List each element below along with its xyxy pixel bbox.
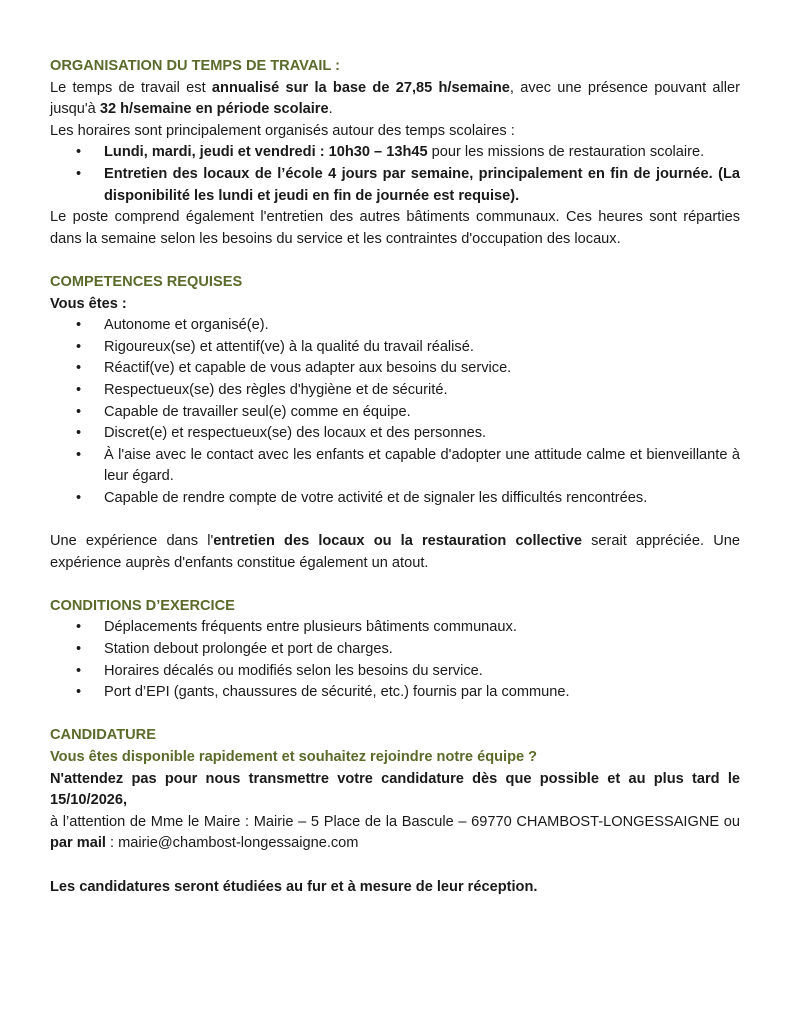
candidature-address: [50, 812, 740, 855]
bullet-icon: •: [76, 684, 82, 701]
bullet-icon: •: [76, 662, 82, 679]
bold-span: N'attendez pas pour nous transmettre votre candidature dès que possible et au plus tard le 15/10/2026,: [50, 770, 740, 809]
list-item-text: Autonome et organisé(e).: [104, 317, 269, 334]
list-item: [50, 661, 740, 683]
bullet-icon: •: [76, 489, 82, 506]
bold-span: Entretien des locaux de l’école 4 jours par semaine, principalement en fin de journée. (La disponibilité les lundi et jeudi en fin de journée est requise).: [104, 165, 740, 204]
bullet-icon: •: [76, 317, 82, 334]
bullet-icon: •: [76, 338, 82, 355]
section-heading-organisation: ORGANISATION DU TEMPS DE TRAVAIL :: [50, 58, 340, 74]
list-item-text: Horaires décalés ou modifiés selon les besoins du service.: [104, 662, 483, 679]
bullet-icon: •: [76, 144, 82, 161]
list-item: [50, 445, 740, 488]
list-item: [50, 380, 740, 402]
text-span: Une expérience dans l': [50, 533, 214, 550]
bold-span: Lundi, mardi, jeudi et vendredi : 10h30 – 13h45: [104, 144, 428, 161]
conditions-list: [50, 617, 740, 703]
list-item: [50, 142, 740, 164]
section-heading-conditions: CONDITIONS D’EXERCICE: [50, 597, 235, 614]
spacer: [50, 250, 740, 272]
text-span: .: [328, 101, 333, 118]
bullet-icon: •: [76, 446, 82, 463]
spacer: [50, 855, 740, 877]
bullet-icon: •: [76, 165, 82, 182]
list-item-text: Capable de rendre compte de votre activité et de signaler les difficultés rencontrées.: [104, 489, 648, 506]
email-text: : mairie@chambost-longessaigne.com: [105, 835, 359, 852]
list-item-text: Capable de travailler seul(e) comme en équipe.: [104, 403, 411, 420]
bullet-icon: •: [76, 403, 82, 420]
list-item: [50, 164, 740, 207]
candidature-final: [50, 877, 740, 899]
paragraph-other-buildings: Le poste comprend également l'entretien des autres bâtiments communaux. Ces heures sont réparties dans la semaine selon les besoins du service et les contraintes d'occupation des locaux.: [50, 209, 740, 247]
bullet-icon: •: [76, 360, 82, 377]
spacer: [50, 574, 740, 596]
list-item: [50, 617, 740, 639]
list-item: [50, 337, 740, 359]
text-span: , avec une présence pouvant aller jusqu'à: [50, 79, 740, 118]
list-item-text: Port d’EPI (gants, chaussures de sécurité, etc.) fournis par la commune.: [104, 684, 570, 701]
list-item-text: Discret(e) et respectueux(se) des locaux et des personnes.: [104, 425, 487, 442]
list-item-text: Rigoureux(se) et attentif(ve) à la qualité du travail réalisé.: [104, 338, 474, 355]
bullet-icon: •: [76, 381, 82, 398]
text-span: pour les missions de restauration scolaire.: [427, 144, 705, 161]
bold-span: entretien des locaux ou la restauration collective: [213, 533, 582, 550]
section-heading-competences: COMPETENCES REQUISES: [50, 273, 243, 290]
bold-span: par mail: [50, 835, 106, 852]
bullet-icon: •: [76, 619, 82, 636]
text-span: à l’attention de Mme le Maire : Mairie – 5 Place de la Bascule – 69770 CHAMBOST-LONGESSAIGNE ou: [50, 813, 740, 830]
document-body: [50, 56, 740, 898]
candidature-call: [50, 769, 740, 812]
bold-span: 32 h/semaine en période scolaire: [99, 101, 329, 118]
list-item: [50, 358, 740, 380]
list-item-text: Déplacements fréquents entre plusieurs bâtiments communaux.: [104, 619, 517, 636]
list-item-text: À l'aise avec le contact avec les enfants et capable d'adopter une attitude calme et bienveillante à leur égard.: [104, 446, 740, 485]
text-span: Le temps de travail est: [50, 79, 212, 96]
spacer: [50, 704, 740, 726]
list-item: [50, 488, 740, 510]
competences-lead: [50, 294, 740, 316]
list-item-text: Station debout prolongée et port de charges.: [104, 641, 393, 658]
paragraph-worktime: [50, 78, 740, 121]
text-span: serait appréciée. Une expérience auprès d'enfants constitue également un atout.: [50, 533, 740, 571]
list-item: [50, 682, 740, 704]
paragraph-schedule-intro: Les horaires sont principalement organisés autour des temps scolaires :: [50, 122, 515, 139]
bullet-icon: •: [76, 425, 82, 442]
section-heading-candidature: CANDIDATURE: [50, 727, 156, 744]
bold-span: annualisé sur la base de 27,85 h/semaine: [211, 79, 510, 96]
bold-span: Les candidatures seront étudiées au fur et à mesure de leur réception.: [50, 878, 538, 895]
bullet-icon: •: [76, 641, 82, 658]
bold-span: Vous êtes :: [50, 295, 127, 312]
spacer: [50, 509, 740, 531]
list-item: [50, 423, 740, 445]
list-item-text: Respectueux(se) des règles d'hygiène et de sécurité.: [104, 381, 448, 398]
candidature-question: Vous êtes disponible rapidement et souhaitez rejoindre notre équipe ?: [50, 749, 538, 765]
list-item: [50, 315, 740, 337]
competences-list: [50, 315, 740, 509]
list-item: [50, 402, 740, 424]
schedule-list: [50, 142, 740, 207]
paragraph-experience: [50, 531, 740, 574]
list-item-text: Réactif(ve) et capable de vous adapter aux besoins du service.: [104, 360, 512, 377]
list-item: [50, 639, 740, 661]
